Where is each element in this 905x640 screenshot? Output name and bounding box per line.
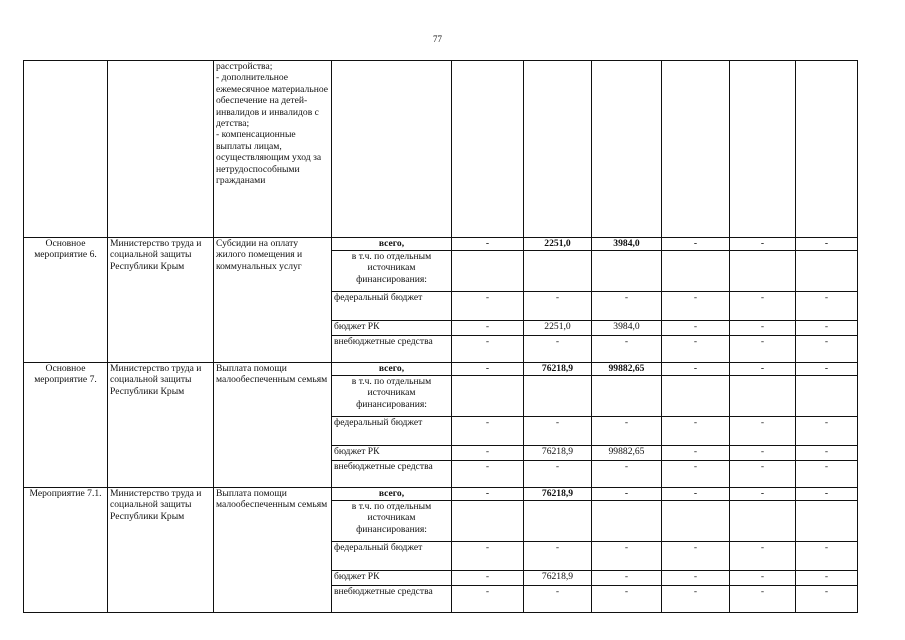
funding-value: - [452, 417, 524, 446]
funding-value [730, 251, 796, 292]
continued-description: расстройства; - дополнительное ежемесячное материальное обеспечение на детей-инвалидов и инвалидов с детства; - компенсационные выплаты лицам, осуществляющим уход за нетрудоспособными гражданами [214, 61, 332, 238]
funding-value: - [662, 417, 730, 446]
funding-value: - [662, 461, 730, 488]
funding-value: - [730, 542, 796, 571]
funding-value [796, 376, 858, 417]
funding-value: - [730, 238, 796, 251]
funding-value: - [452, 542, 524, 571]
funding-value: - [796, 292, 858, 321]
funding-source-label: федеральный бюджет [332, 542, 452, 571]
funding-value: - [592, 488, 662, 501]
funding-value: - [796, 336, 858, 363]
funding-value: - [662, 446, 730, 461]
funding-value: 76218,9 [524, 363, 592, 376]
funding-value: - [796, 586, 858, 613]
funding-value [524, 376, 592, 417]
table-row [24, 238, 858, 251]
table-row [24, 363, 858, 376]
funding-value [452, 376, 524, 417]
funding-value: - [452, 586, 524, 613]
value-cell [592, 61, 662, 238]
funding-value: - [796, 488, 858, 501]
funding-value: - [796, 461, 858, 488]
funding-value [796, 251, 858, 292]
funding-value: - [452, 488, 524, 501]
funding-value: - [662, 238, 730, 251]
funding-value: - [524, 586, 592, 613]
funding-source-label: в т.ч. по отдельным источникам финансирования: [332, 251, 452, 292]
funding-source-label: в т.ч. по отдельным источникам финансирования: [332, 501, 452, 542]
funding-value: - [662, 363, 730, 376]
funding-value: 99882,65 [592, 446, 662, 461]
source-cell [332, 61, 452, 238]
funding-value [452, 501, 524, 542]
funding-value: - [452, 571, 524, 586]
measure-name-cell: Субсидии на оплату жилого помещения и коммунальных услуг [214, 238, 332, 363]
executor-cell: Министерство труда и социальной защиты Республики Крым [108, 238, 214, 363]
funding-value: - [452, 363, 524, 376]
table-row [24, 488, 858, 501]
funding-value: - [662, 488, 730, 501]
executor-cell: Министерство труда и социальной защиты Республики Крым [108, 363, 214, 488]
funding-value: - [592, 542, 662, 571]
funding-value: - [524, 461, 592, 488]
funding-source-label: бюджет РК [332, 571, 452, 586]
value-cell [524, 61, 592, 238]
funding-value: - [592, 571, 662, 586]
funding-value: - [592, 461, 662, 488]
funding-value: - [796, 417, 858, 446]
activity-cell [24, 61, 108, 238]
funding-value: 99882,65 [592, 363, 662, 376]
funding-source-label: бюджет РК [332, 321, 452, 336]
funding-value [662, 501, 730, 542]
funding-value: - [796, 542, 858, 571]
funding-value: - [796, 363, 858, 376]
funding-source-label: всего, [332, 363, 452, 376]
funding-value: - [730, 586, 796, 613]
value-cell [730, 61, 796, 238]
funding-value: - [796, 571, 858, 586]
funding-value: - [524, 542, 592, 571]
funding-value [796, 501, 858, 542]
executor-cell [108, 61, 214, 238]
funding-value [592, 251, 662, 292]
funding-value: - [524, 417, 592, 446]
activity-cell: Основное мероприятие 7. [24, 363, 108, 488]
funding-source-label: всего, [332, 488, 452, 501]
funding-value: - [662, 586, 730, 613]
measure-name-cell: Выплата помощи малообеспеченным семьям [214, 488, 332, 613]
funding-value: - [662, 321, 730, 336]
funding-value: 76218,9 [524, 571, 592, 586]
funding-value: - [730, 363, 796, 376]
funding-source-label: федеральный бюджет [332, 292, 452, 321]
value-cell [452, 61, 524, 238]
activity-cell: Основное мероприятие 6. [24, 238, 108, 363]
funding-value: - [592, 586, 662, 613]
funding-value [452, 251, 524, 292]
funding-value [730, 376, 796, 417]
funding-value: - [796, 446, 858, 461]
funding-source-label: внебюджетные средства [332, 336, 452, 363]
funding-table [23, 60, 858, 613]
funding-value: - [452, 461, 524, 488]
funding-value [592, 376, 662, 417]
activity-cell: Мероприятие 7.1. [24, 488, 108, 613]
funding-source-label: всего, [332, 238, 452, 251]
funding-value: - [592, 417, 662, 446]
funding-value: - [730, 446, 796, 461]
value-cell [662, 61, 730, 238]
funding-value: - [796, 238, 858, 251]
funding-value: - [730, 292, 796, 321]
funding-value: - [452, 336, 524, 363]
funding-value: - [730, 321, 796, 336]
funding-value [524, 251, 592, 292]
funding-value: - [730, 336, 796, 363]
funding-value [662, 376, 730, 417]
measure-name-cell: Выплата помощи малообеспеченным семьям [214, 363, 332, 488]
funding-value: - [796, 321, 858, 336]
funding-value: 2251,0 [524, 321, 592, 336]
funding-value: - [730, 571, 796, 586]
funding-value [524, 501, 592, 542]
funding-value [662, 251, 730, 292]
page-number: 77 [433, 34, 442, 44]
table-row-continuation [24, 61, 858, 238]
funding-value: - [730, 488, 796, 501]
funding-value [592, 501, 662, 542]
funding-source-label: внебюджетные средства [332, 586, 452, 613]
funding-value: 3984,0 [592, 238, 662, 251]
funding-value: - [592, 292, 662, 321]
executor-cell: Министерство труда и социальной защиты Республики Крым [108, 488, 214, 613]
funding-source-label: внебюджетные средства [332, 461, 452, 488]
funding-value: 2251,0 [524, 238, 592, 251]
funding-value: - [524, 292, 592, 321]
funding-value: - [452, 446, 524, 461]
funding-source-label: бюджет РК [332, 446, 452, 461]
funding-value: - [662, 336, 730, 363]
funding-value: - [524, 336, 592, 363]
funding-value: - [452, 292, 524, 321]
funding-value: - [452, 321, 524, 336]
funding-value: 76218,9 [524, 488, 592, 501]
funding-value: 3984,0 [592, 321, 662, 336]
funding-value: - [730, 461, 796, 488]
funding-value: - [662, 292, 730, 321]
table-body [24, 61, 858, 613]
funding-source-label: в т.ч. по отдельным источникам финансирования: [332, 376, 452, 417]
funding-value: - [452, 238, 524, 251]
funding-value: - [730, 417, 796, 446]
funding-value: - [662, 571, 730, 586]
value-cell [796, 61, 858, 238]
funding-value: 76218,9 [524, 446, 592, 461]
funding-value [730, 501, 796, 542]
funding-value: - [662, 542, 730, 571]
funding-value: - [592, 336, 662, 363]
funding-source-label: федеральный бюджет [332, 417, 452, 446]
